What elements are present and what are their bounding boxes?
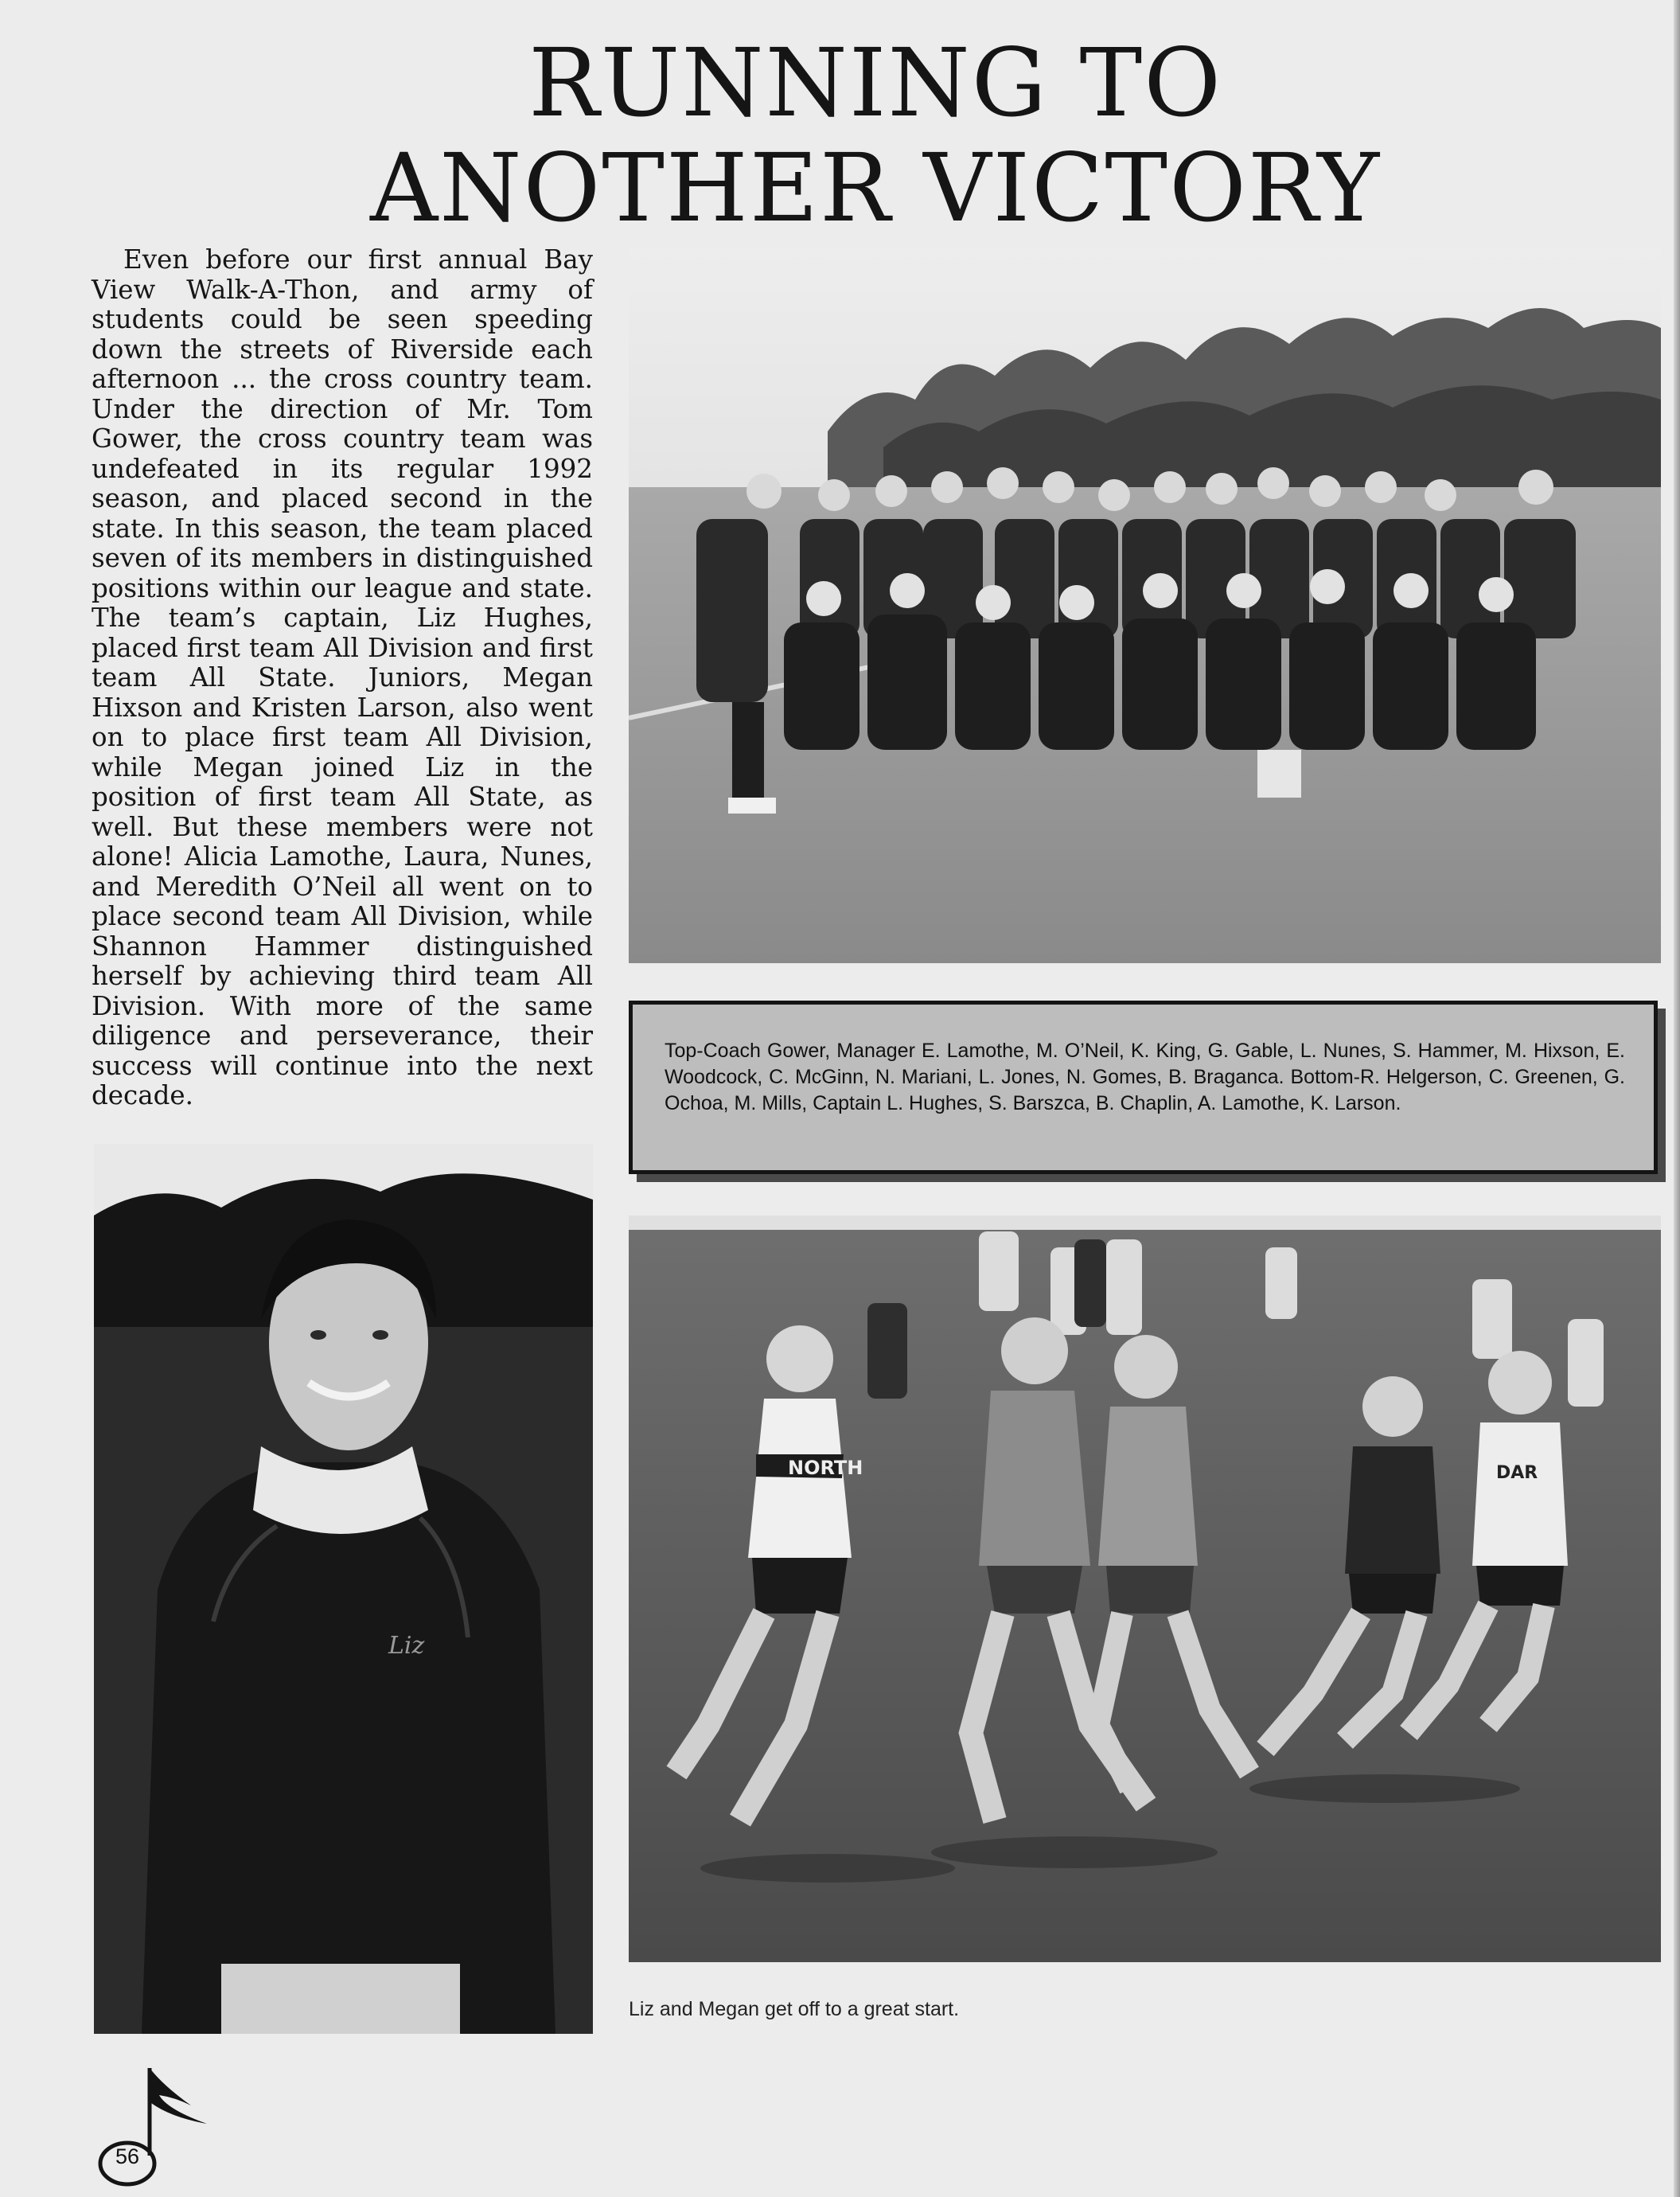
portrait-photo [94,1144,593,2034]
team-caption-box [629,1001,1658,1174]
race-caption: Liz and Megan get off to a great start. [629,1998,960,2020]
page-number: 56 [115,2144,140,2168]
team-caption: Top-Coach Gower, Manager E. Lamothe, M. O’Neil, K. King, G. Gable, L. Nunes, S. Hammer, M. Hixson, E. Woodcock, C. McGinn, N. Mariani, L. Jones, N. Gomes, B. Braganca. Bottom-R. Helgerson, C. Greenen, G. Ochoa, M. Mills, Captain L. Hughes, S. Barszca, B. Chaplin, A. Lamothe, K. Larson. [665,1040,1625,1114]
music-note-icon [88,2062,223,2189]
team-photo [629,248,1661,963]
article-body: Even before our first annual Bay View Walk-A-Thon, and army of students could be seen speeding down the streets of Riverside each afternoon ... the cross country team. Under the direction of Mr. Tom Gower, the cross country team was undefeated in its regular 1992 season, and placed second in the state. In this season, the team placed seven of its members in distinguished positions within our league and state. The team’s captain, Liz Hughes, placed first team All Division and first team All State. Juniors, Megan Hixson and Kristen Larson, also went on to place first team All Division, while Megan joined Liz in the position of first team All State, as well. But these members were not alone! Alicia Lamothe, Laura, Nunes, and Meredith O’Neil all went on to place second team All Division, while Shannon Hammer distinguished herself by achieving third team All Division. With more of the same diligence and perseverance, their success will continue into the next decade. [92,244,593,1110]
race-shirt-text-1: NORTH [788,1457,863,1479]
page-edge [1674,0,1680,2197]
jacket-name: Liz [388,1632,425,1660]
page-title: RUNNING TO ANOTHER VICTORY [370,28,1381,243]
race-photo [629,1216,1661,1962]
race-shirt-text-2: DAR [1496,1463,1538,1483]
